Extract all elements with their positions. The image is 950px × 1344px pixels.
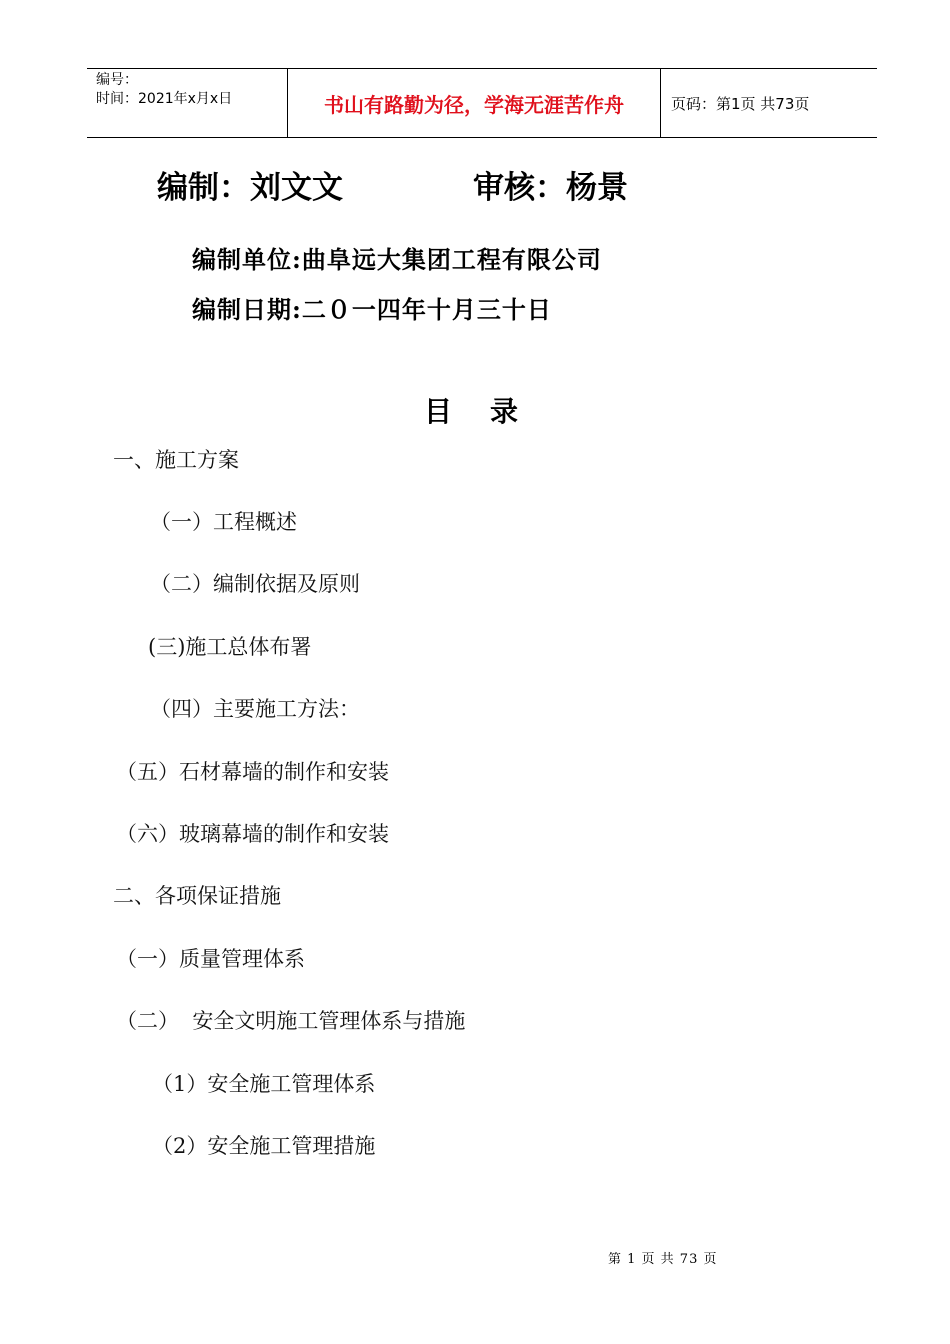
compiler-signature: 编制：刘文文 xyxy=(157,170,343,206)
toc-item: （一）质量管理体系 xyxy=(116,947,305,971)
page-footer: 第 1 页 共 73 页 xyxy=(608,1252,718,1267)
compiling-unit: 编制单位:曲阜远大集团工程有限公司 xyxy=(192,245,602,274)
toc-item: （二） 安全文明施工管理体系与措施 xyxy=(116,1009,466,1033)
header-page-label: 页码：第1页 共73页 xyxy=(671,94,810,113)
header-motto-cell xyxy=(287,69,661,137)
toc-item: （五）石材幕墙的制作和安装 xyxy=(116,760,389,784)
motto-text: 书山有路勤为径，学海无涯苦作舟 xyxy=(324,92,624,117)
toc-title: 目录 xyxy=(423,395,556,428)
header-page-cell xyxy=(661,69,877,137)
toc-item: （二）编制依据及原则 xyxy=(150,572,360,596)
toc-item: (三)施工总体布署 xyxy=(148,635,312,659)
toc-item: （四）主要施工方法： xyxy=(150,697,360,721)
document-number-label: 编号： xyxy=(96,72,138,88)
document-time-label: 时间：2021年x月x日 xyxy=(96,91,233,107)
toc-item: （一）工程概述 xyxy=(150,510,297,534)
toc-item: 一、施工方案 xyxy=(113,448,239,472)
header-info-cell xyxy=(87,69,287,137)
toc-item: 二、各项保证措施 xyxy=(113,884,281,908)
page-header-table xyxy=(87,68,877,138)
compiling-date: 编制日期:二０一四年十月三十日 xyxy=(192,295,552,324)
toc-item: （2）安全施工管理措施 xyxy=(152,1134,376,1158)
toc-item: （六）玻璃幕墙的制作和安装 xyxy=(116,822,389,846)
toc-item: （1）安全施工管理体系 xyxy=(152,1072,376,1096)
reviewer-signature: 审核：杨景 xyxy=(473,170,628,206)
